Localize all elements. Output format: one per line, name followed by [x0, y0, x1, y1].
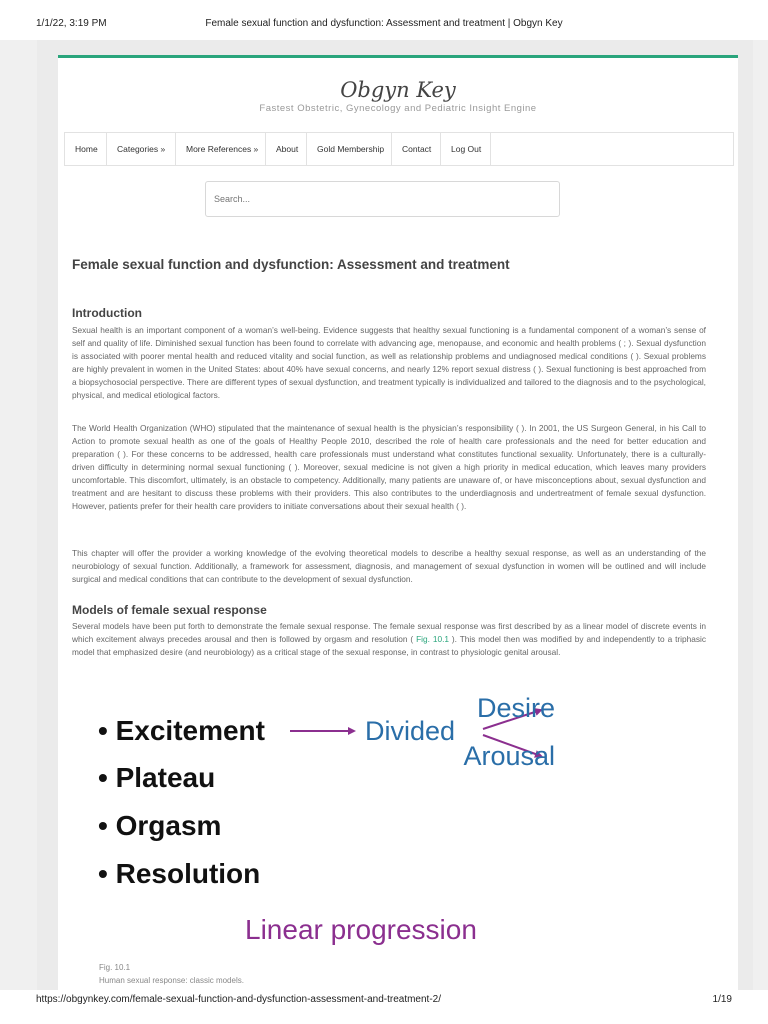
nav-about[interactable]: About [266, 133, 307, 165]
intro-paragraph-3: This chapter will offer the provider a working knowledge of the evolving theoretical models to describe a healthy sexual response, as well as an understanding of the neurobiology of sexual function. Additionally, a framework for assessment, diagnosis, and management of sexual dysfunction in women will be outlined and will include surgical and medical conditions that can contribute to the development of sexual dysfunction. [72, 548, 706, 584]
classic-model-list [98, 715, 265, 889]
models-paragraph [72, 620, 706, 659]
intro-paragraph-2: The World Health Organization (WHO) stipulated that the maintenance of sexual health is the physician’s responsibility ( ). In 2001, the US Surgeon General, in his Call to Action to promote sexual health as one of the goals of Healthy People 2010, described the role of health care professionals and the need for better education and preparation ( ). For these concerns to be addressed, health care professionals must understand what constitutes functional sexuality. Unfortunately, there is a culturally-driven difficulty in determining normal sexual functioning ( ). Moreover, sexual medicine is not given a high priority in medical education, which leaves many providers uncomfortable. This discomfort, ultimately, is an obstacle to competency. Additionally, many patients are unaware of, or have misconceptions about, sexual dysfunction and treatment and are hesitant to discuss these problems with their providers. This also contributes to the underdiagnosis and undertreatment of female sexual dysfunction. However, patients prefer for their health care providers to initiate conversations about their sexual health ( ). [72, 423, 706, 511]
models-text-after: ). This model then was modified by and independently to a triphasic model that emphasized desire (and neurobiology) as a critical stage of the sexual response, in contrast to physiologic genital arousal. [72, 634, 706, 657]
print-url: https://obgynkey.com/female-sexual-function-and-dysfunction-assessment-and-treatment-2/ [36, 994, 442, 1005]
search-input[interactable] [205, 181, 560, 217]
nav-contact[interactable]: Contact [392, 133, 441, 165]
figure-caption-text: Human sexual response: classic models. [99, 976, 244, 985]
site-title[interactable]: Obgyn Key [340, 78, 456, 102]
print-footer [0, 990, 768, 1024]
label-desire: Desire [476, 695, 555, 723]
nav-categories[interactable]: Categories » [107, 133, 176, 165]
nav-gold-membership[interactable]: Gold Membership [307, 133, 392, 165]
models-heading: Models of female sexual response [72, 603, 267, 617]
print-header [0, 0, 768, 40]
print-datetime: 1/1/22, 3:19 PM [36, 18, 107, 29]
article-title: Female sexual function and dysfunction: Assessment and treatment [72, 257, 510, 272]
label-linear-progression: Linear progression [245, 914, 477, 945]
nav-log-out[interactable]: Log Out [441, 133, 491, 165]
print-page-number: 1/19 [712, 994, 732, 1005]
introduction-heading: Introduction [72, 306, 142, 320]
print-doc-title: Female sexual function and dysfunction: Assessment and treatment | Obgyn Key [205, 18, 563, 29]
bullet-excitement: • Excitement [98, 715, 265, 746]
nav-more-references[interactable]: More References » [176, 133, 266, 165]
main-nav [64, 132, 734, 166]
bullet-orgasm: • Orgasm [98, 810, 222, 841]
site-tagline: Fastest Obstetric, Gynecology and Pediatric Insight Engine [259, 103, 537, 114]
nav-home[interactable]: Home [65, 133, 107, 165]
content-card [58, 55, 738, 993]
label-divided: Divided [365, 716, 456, 746]
label-arousal: Arousal [463, 741, 555, 771]
models-text-before: Several models have been put forth to demonstrate the female sexual response. The female sexual response was first described by as a linear model of discrete events in which excitement always precedes arousal and then is followed by orgasm and resolution ( [72, 621, 706, 644]
page-background [37, 40, 753, 990]
bullet-plateau: • Plateau [98, 762, 216, 793]
figure-caption-label: Fig. 10.1 [99, 963, 131, 972]
intro-paragraph-1: Sexual health is an important component of a woman’s well-being. Evidence suggests that healthy sexual functioning is a fundamental component of a woman’s sense of self and quality of life. Diminished sexual function has been found to correlate with advancing age, menopause, and economic and health problems ( ; ). Sexual dysfunction is associated with poorer mental health and reduced vitality and social function, as well as relationship problems and undiagnosed medical conditions ( ). Sexual problems are highly prevalent in women in the United States: about 40% have sexual concerns, and nearly 12% report sexual distress ( ). Sexual functioning is best approached from a biopsychosocial perspective. There are different types of sexual dysfunction, and treatment typically is individualized and tailored to the diagnosis and to the psychological, physical, and medical etiological factors. [72, 325, 706, 400]
bullet-resolution: • Resolution [98, 858, 261, 889]
figure-sexual-response-models [83, 695, 563, 965]
figure-link[interactable]: Fig. 10.1 [416, 634, 449, 644]
